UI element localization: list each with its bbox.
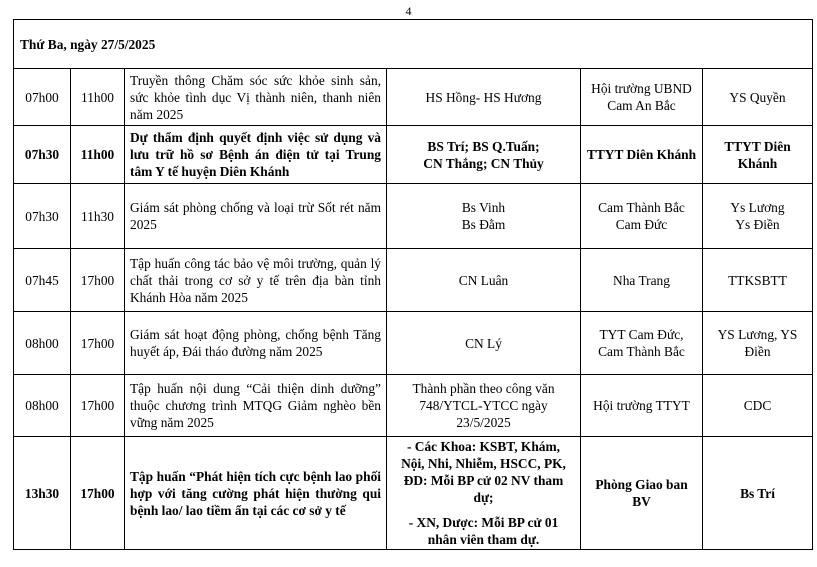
participants xyxy=(387,312,581,375)
end-time: 17h00 xyxy=(71,437,125,550)
participants-line: Bs Đằm xyxy=(461,217,506,232)
location-line: Hội trường TTYT xyxy=(593,398,690,413)
schedule-row xyxy=(14,437,813,550)
location xyxy=(581,184,703,249)
location xyxy=(581,249,703,312)
lead-unit-line: Bs Trí xyxy=(740,485,775,501)
participants-line: 748/YTCL-YTCC ngày xyxy=(419,398,548,413)
participants-line: HS Hồng- HS Hương xyxy=(425,89,542,105)
participants-line: - XN, Dược: Mỗi BP cử 01 xyxy=(408,515,559,530)
schedule-row xyxy=(14,69,813,126)
location-line: Nha Trang xyxy=(613,272,670,288)
participants-line: ĐD: Mỗi BP cử 02 NV tham xyxy=(403,473,564,488)
participants-line: 23/5/2025 xyxy=(456,415,511,430)
start-time: 08h00 xyxy=(14,375,71,437)
location-line: Cam Thành Bắc xyxy=(598,200,685,215)
schedule-row xyxy=(14,184,813,249)
end-time: 11h00 xyxy=(71,126,125,184)
activity-content: Giám sát phòng chống và loại trừ Sốt rét năm 2025 xyxy=(125,184,387,249)
participants xyxy=(387,69,581,126)
lead-unit-line: Ys Lương xyxy=(730,200,785,215)
lead-unit-line: YS Quyền xyxy=(729,89,786,105)
lead-unit-line: Khánh xyxy=(737,155,778,171)
activity-content: Giám sát hoạt động phòng, chống bệnh Tăng huyết áp, Đái tháo đường năm 2025 xyxy=(125,312,387,375)
activity-content: Truyền thông Chăm sóc sức khỏe sinh sản, sức khỏe tình dục Vị thành niên, thanh niên năm 2025 xyxy=(125,69,387,126)
lead-unit-line: Ys Điền xyxy=(735,217,780,232)
participants-line: CN Thắng; CN Thủy xyxy=(423,155,544,171)
schedule-row xyxy=(14,249,813,312)
end-time: 11h30 xyxy=(71,184,125,249)
schedule-row xyxy=(14,312,813,375)
lead-unit-line: TTKSBTT xyxy=(728,272,787,288)
participants-line: Bs Vinh xyxy=(461,200,506,215)
participants xyxy=(387,375,581,437)
lead-unit-line: Điền xyxy=(744,344,771,359)
end-time: 17h00 xyxy=(71,375,125,437)
start-time: 07h30 xyxy=(14,126,71,184)
lead-unit xyxy=(703,184,813,249)
end-time: 17h00 xyxy=(71,249,125,312)
participants-line: Thành phần theo công văn xyxy=(412,381,555,396)
participants-line: CN Lý xyxy=(465,335,502,351)
activity-content: Tập huấn nội dung “Cải thiện dinh dưỡng” thuộc chương trình MTQG Giảm nghèo bền vững năm 2025 xyxy=(125,375,387,437)
participants xyxy=(387,437,581,550)
participants-line: nhân viên tham dự. xyxy=(427,532,540,547)
lead-unit xyxy=(703,69,813,126)
location xyxy=(581,375,703,437)
location xyxy=(581,312,703,375)
day-header: Thứ Ba, ngày 27/5/2025 xyxy=(14,20,813,69)
activity-content: Dự thẩm định quyết định việc sử dụng và lưu trữ hồ sơ Bệnh án điện tử tại Trung tâm Y tế huyện Diên Khánh xyxy=(125,126,387,184)
lead-unit xyxy=(703,375,813,437)
schedule-table xyxy=(13,19,813,550)
activity-content: Tập huấn “Phát hiện tích cực bệnh lao phối hợp với tăng cường phát hiện thường qui bệnh lao/ lao tiềm ẩn tại các cơ sở y tế xyxy=(125,437,387,550)
schedule-row xyxy=(14,375,813,437)
participants xyxy=(387,184,581,249)
participants-line xyxy=(392,506,575,514)
participants xyxy=(387,126,581,184)
start-time: 13h30 xyxy=(14,437,71,550)
participants-line: BS Trí; BS Q.Tuấn; xyxy=(427,138,540,154)
page-number: 4 xyxy=(405,4,412,18)
location-line: TTYT Diên Khánh xyxy=(586,147,697,162)
participants xyxy=(387,249,581,312)
location-line: TYT Cam Đức, xyxy=(599,327,684,342)
start-time: 07h30 xyxy=(14,184,71,249)
location xyxy=(581,437,703,550)
participants-line: Nội, Nhi, Nhiễm, HSCC, PK, xyxy=(401,456,566,471)
location xyxy=(581,69,703,126)
start-time: 08h00 xyxy=(14,312,71,375)
end-time: 11h00 xyxy=(71,69,125,126)
start-time: 07h45 xyxy=(14,249,71,312)
lead-unit-line: CDC xyxy=(743,398,772,413)
participants-line: dự; xyxy=(473,490,494,505)
location-line: Cam An Bắc xyxy=(607,98,676,113)
location-line: Hội trường UBND xyxy=(591,81,692,96)
start-time: 07h00 xyxy=(14,69,71,126)
lead-unit xyxy=(703,437,813,550)
participants-line: - Các Khoa: KSBT, Khám, xyxy=(406,439,560,454)
lead-unit xyxy=(703,249,813,312)
end-time: 17h00 xyxy=(71,312,125,375)
location-line: Phòng Giao ban xyxy=(595,477,688,492)
lead-unit xyxy=(703,126,813,184)
location xyxy=(581,126,703,184)
location-line: Cam Thành Bắc xyxy=(598,344,685,359)
lead-unit-line: TTYT Diên xyxy=(724,138,791,154)
lead-unit xyxy=(703,312,813,375)
location-line: Cam Đức xyxy=(615,217,668,232)
lead-unit-line: YS Lương, YS xyxy=(717,327,798,342)
day-header-row xyxy=(14,20,813,69)
location-line: BV xyxy=(632,494,651,509)
schedule-row xyxy=(14,126,813,184)
activity-content: Tập huấn công tác bảo vệ môi trường, quản lý chất thải trong cơ sở y tế trên địa bàn tỉnh Khánh Hòa năm 2025 xyxy=(125,249,387,312)
participants-line: CN Luân xyxy=(458,272,509,288)
